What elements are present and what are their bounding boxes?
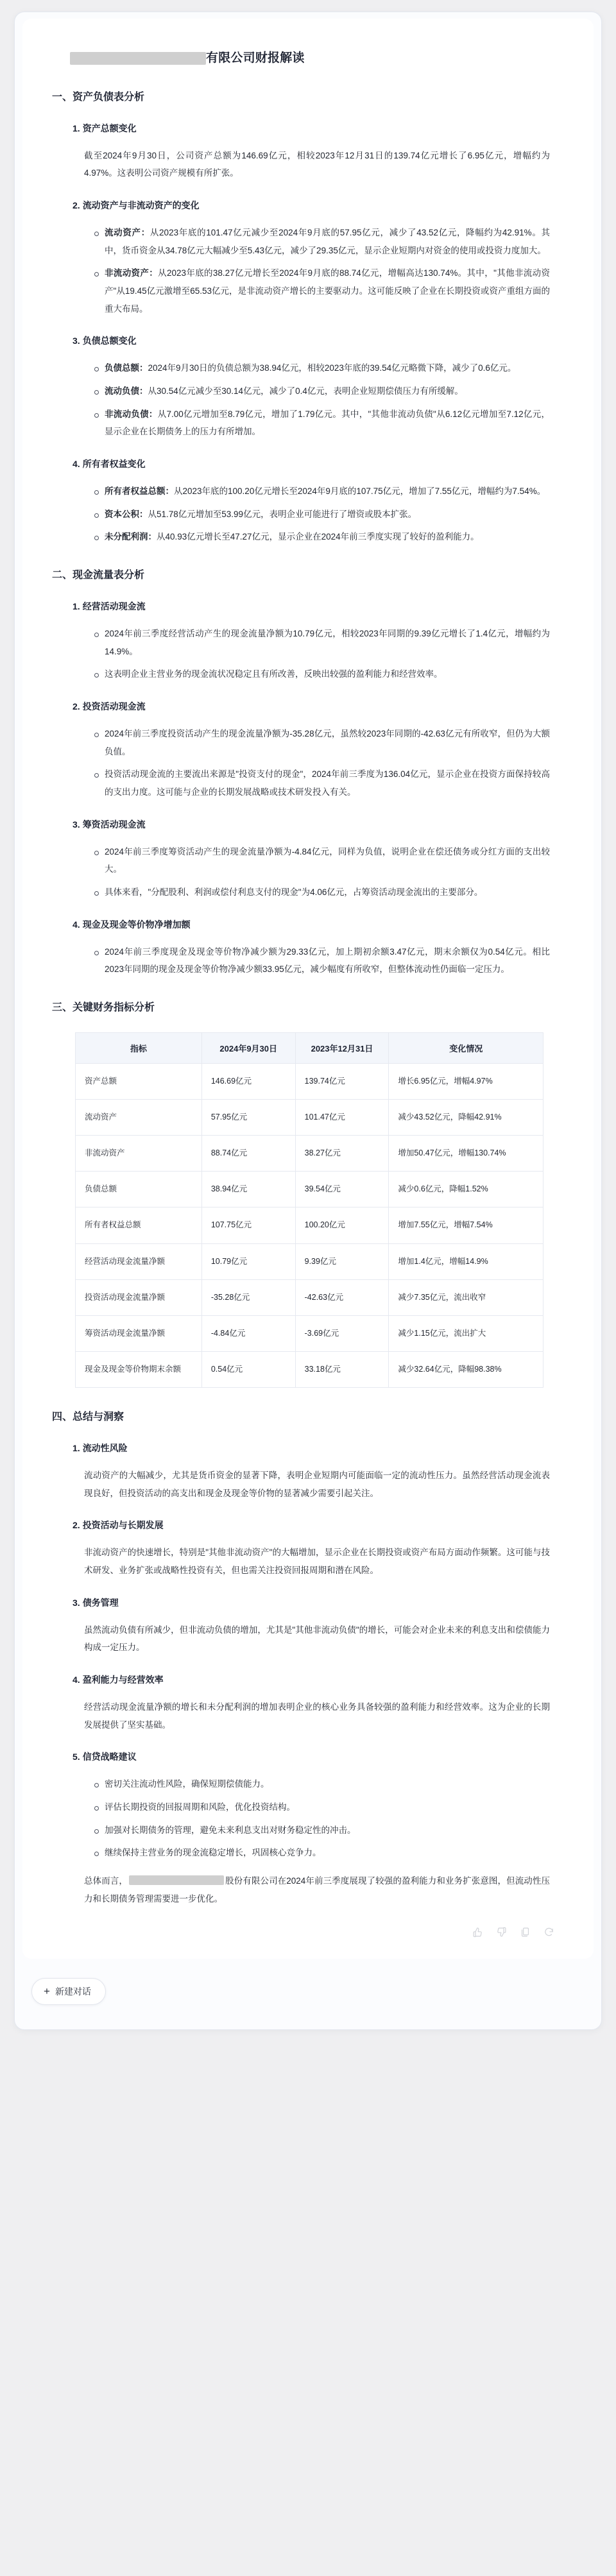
subsection-heading [73, 334, 572, 348]
list-item [94, 359, 550, 377]
list-item-text: 密切关注流动性风险，确保短期偿债能力。 [105, 1779, 270, 1789]
list-item-label: 未分配利润： [105, 532, 157, 542]
table-cell-v1: -35.28亿元 [201, 1279, 295, 1315]
subsection-heading [73, 122, 572, 135]
list-item [94, 625, 550, 660]
subsection-title: 信贷战略建议 [82, 1752, 137, 1762]
table-row [76, 1172, 543, 1207]
subsection-title: 资产总额变化 [82, 123, 137, 133]
table-cell-v2: 38.27亿元 [295, 1136, 389, 1172]
list-item [94, 883, 550, 901]
list-item [94, 506, 550, 524]
list-item-text: 2024年9月30日的负债总额为38.94亿元，相较2023年底的39.54亿元略微下降，减少了0.6亿元。 [148, 363, 517, 373]
redacted-company-name-inline [129, 1875, 224, 1885]
list-item-label: 流动负债： [105, 386, 148, 396]
list-item [94, 382, 550, 400]
subsection-paragraph: 虽然流动负债有所减少，但非流动负债的增加，尤其是"其他非流动负债"的增长，可能会对企业未来的利息支出和偿债能力构成一定压力。 [84, 1625, 550, 1653]
table-cell-v2: 33.18亿元 [295, 1351, 389, 1387]
table-cell-metric: 流动资产 [76, 1100, 202, 1136]
subsection-heading [73, 1519, 572, 1532]
table-row [76, 1243, 543, 1279]
subsection-number: 2. [73, 1520, 80, 1531]
table-cell-chg: 增长6.95亿元，增幅4.97% [389, 1063, 543, 1099]
table-cell-v2: 9.39亿元 [295, 1243, 389, 1279]
table-body [76, 1063, 543, 1387]
subsection-title: 经营活动现金流 [82, 601, 146, 611]
list-item-label: 负债总额： [105, 363, 148, 373]
table-row [76, 1063, 543, 1099]
list-item [94, 725, 550, 760]
subsection-number: 1. [73, 601, 80, 611]
subsection-heading [73, 199, 572, 212]
list-item-text: 从7.00亿元增加至8.79亿元，增加了1.79亿元。其中，"其他非流动负债"从6.12亿元增加至7.12亿元，显示企业在长期债务上的压力有所增加。 [105, 409, 550, 437]
list-item-label: 流动资产： [105, 227, 150, 237]
table-cell-metric: 资产总额 [76, 1063, 202, 1099]
financial-table-wrap [75, 1032, 572, 1388]
list-item-text: 加强对长期债务的管理，避免未来利息支出对财务稳定性的冲击。 [105, 1825, 356, 1835]
list-item-label: 非流动资产： [105, 268, 158, 278]
table-cell-v2: 100.20亿元 [295, 1207, 389, 1243]
table-col-2024: 2024年9月30日 [201, 1032, 295, 1063]
list-item-text: 具体来看，"分配股利、利润或偿付利息支付的现金"为4.06亿元，占筹资活动现金流出的主要部分。 [105, 887, 483, 897]
subsection-heading [73, 1673, 572, 1687]
section-heading-1: 一、资产负债表分析 [52, 91, 145, 103]
subsection-title: 流动资产与非流动资产的变化 [82, 200, 200, 210]
table-cell-metric: 负债总额 [76, 1172, 202, 1207]
table-row [76, 1207, 543, 1243]
table-cell-chg: 增加7.55亿元，增幅7.54% [389, 1207, 543, 1243]
table-cell-v1: 38.94亿元 [201, 1172, 295, 1207]
table-cell-v1: 0.54亿元 [201, 1351, 295, 1387]
subsection-heading [73, 457, 572, 471]
table-row [76, 1279, 543, 1315]
list-item [94, 765, 550, 801]
subsection-paragraph: 经营活动现金流量净额的增长和未分配利润的增加表明企业的核心业务具备较强的盈利能力和经营效率。这为企业的长期发展提供了坚实基础。 [84, 1702, 550, 1730]
subsection-title: 筹资活动现金流 [82, 819, 146, 830]
subsection-heading [73, 1750, 572, 1764]
table-row [76, 1136, 543, 1172]
table-cell-v2: -3.69亿元 [295, 1315, 389, 1351]
subsection-number: 1. [73, 1443, 80, 1454]
plus-icon: + [44, 1985, 50, 1997]
list-item [94, 1844, 550, 1862]
table-cell-v1: 10.79亿元 [201, 1243, 295, 1279]
list-item [94, 224, 550, 259]
list-item [94, 264, 550, 318]
table-cell-chg: 减少32.64亿元，降幅98.38% [389, 1351, 543, 1387]
table-cell-metric: 经营活动现金流量净额 [76, 1243, 202, 1279]
subsection-bullets-list [44, 359, 572, 441]
subsection-title: 投资活动与长期发展 [82, 1520, 164, 1531]
subsection-heading [73, 600, 572, 613]
subsection-bullets-list [44, 625, 572, 683]
subsection-bullets-list [44, 843, 572, 901]
subsection-heading [73, 1596, 572, 1610]
table-row [76, 1100, 543, 1136]
thumbs-down-icon[interactable] [495, 1926, 508, 1938]
list-item-text: 2024年前三季度经营活动产生的现金流量净额为10.79亿元，相较2023年同期的9.39亿元增长了1.4亿元，增幅约为14.9%。 [105, 628, 550, 656]
list-item-label: 资本公积： [105, 509, 148, 519]
new-chat-bar [15, 1959, 601, 2020]
table-cell-chg: 减少0.6亿元，降幅1.52% [389, 1172, 543, 1207]
subsection-number: 3. [73, 819, 80, 830]
subsection-number: 5. [73, 1752, 80, 1762]
subsection-number: 4. [73, 1675, 80, 1685]
subsection-bullets-list [44, 482, 572, 546]
conclusion-prefix: 总体而言， [84, 1876, 128, 1886]
table-col-change: 变化情况 [389, 1032, 543, 1063]
subsection-title: 所有者权益变化 [82, 458, 146, 469]
list-item-text: 2024年前三季度筹资活动产生的现金流量净额为-4.84亿元，同样为负值，说明企业在偿还债务或分红方面的支出较大。 [105, 846, 550, 874]
subsection-heading [73, 918, 572, 932]
table-cell-metric: 投资活动现金流量净额 [76, 1279, 202, 1315]
subsection-bullets-list [44, 725, 572, 801]
table-cell-metric: 非流动资产 [76, 1136, 202, 1172]
list-item-text: 这表明企业主营业务的现金流状况稳定且有所改善，反映出较强的盈利能力和经营效率。 [105, 669, 443, 679]
new-chat-button[interactable] [31, 1978, 106, 2005]
page-title [70, 49, 572, 68]
list-item [94, 1821, 550, 1839]
answer-body [22, 19, 594, 1959]
list-item-label: 所有者权益总额： [105, 486, 174, 496]
table-row [76, 1315, 543, 1351]
subsection-title: 流动性风险 [82, 1443, 128, 1454]
list-item-label: 非流动负债： [105, 409, 158, 419]
list-item [94, 943, 550, 978]
report-sections [44, 90, 572, 978]
subsection-number: 1. [73, 123, 80, 133]
list-item [94, 528, 550, 546]
subsection-number: 2. [73, 701, 80, 712]
summary-items [44, 1442, 572, 1862]
subsection-number: 3. [73, 1597, 80, 1608]
list-item-text: 从30.54亿元减少至30.14亿元，减少了0.4亿元，表明企业短期偿债压力有所缓解。 [148, 386, 463, 396]
list-item-text: 从40.93亿元增长至47.27亿元，显示企业在2024年前三季度实现了较好的盈利能力。 [157, 532, 479, 542]
new-chat-label: 新建对话 [55, 1986, 91, 1997]
thumbs-up-icon[interactable] [472, 1926, 484, 1938]
section-heading-2: 二、现金流量表分析 [52, 569, 145, 581]
table-cell-v2: 139.74亿元 [295, 1063, 389, 1099]
table-cell-v2: 101.47亿元 [295, 1100, 389, 1136]
list-item-text: 投资活动现金流的主要流出来源是"投资支付的现金"，2024年前三季度为136.04亿元，显示企业在投资方面保持较高的支出力度。这可能与企业的长期发展战略或技术研发投入有关。 [105, 769, 550, 797]
subsection-title: 盈利能力与经营效率 [82, 1675, 164, 1685]
subsection-number: 4. [73, 919, 80, 930]
list-item-text: 从2023年底的100.20亿元增长至2024年9月底的107.75亿元，增加了7.55亿元，增幅约为7.54%。 [174, 486, 546, 496]
list-item [94, 843, 550, 878]
table-cell-v2: -42.63亿元 [295, 1279, 389, 1315]
feedback-toolbar [44, 1920, 572, 1942]
list-item [94, 482, 550, 500]
refresh-icon[interactable] [543, 1926, 555, 1938]
subsection-title: 债务管理 [82, 1597, 119, 1608]
page-title-suffix: 有限公司财报解读 [206, 51, 305, 65]
list-item [94, 1775, 550, 1793]
subsection-heading [73, 700, 572, 713]
subsection-heading [73, 1442, 572, 1455]
subsection-number: 4. [73, 458, 80, 469]
table-row [76, 1351, 543, 1387]
table-cell-metric: 筹资活动现金流量净额 [76, 1315, 202, 1351]
table-header-row [76, 1032, 543, 1063]
table-cell-chg: 减少1.15亿元，流出扩大 [389, 1315, 543, 1351]
subsection-bullets-list [44, 943, 572, 978]
list-item-text: 评估长期投资的回报周期和风险，优化投资结构。 [105, 1802, 295, 1813]
subsection-paragraph: 截至2024年9月30日，公司资产总额为146.69亿元，相较2023年12月31日的139.74亿元增长了6.95亿元，增幅约为4.97%。这表明公司资产规模有所扩张。 [84, 150, 550, 178]
table-cell-v1: -4.84亿元 [201, 1315, 295, 1351]
table-col-metric: 指标 [76, 1032, 202, 1063]
table-cell-chg: 减少43.52亿元，降幅42.91% [389, 1100, 543, 1136]
redacted-company-name [70, 52, 206, 65]
list-item [94, 1798, 550, 1816]
list-item [94, 405, 550, 441]
subsection-bullets-list [44, 1775, 572, 1862]
subsection-number: 3. [73, 336, 80, 346]
section-heading-3: 三、关键财务指标分析 [52, 1002, 155, 1013]
table-cell-v1: 146.69亿元 [201, 1063, 295, 1099]
list-item-text: 继续保持主营业务的现金流稳定增长，巩固核心竞争力。 [105, 1848, 321, 1858]
subsection-title: 负债总额变化 [82, 336, 137, 346]
list-item-text: 2024年前三季度投资活动产生的现金流量净额为-35.28亿元，虽然较2023年同期的-42.63亿元有所收窄，但仍为大额负值。 [105, 728, 550, 756]
financial-metrics-table [75, 1032, 543, 1388]
table-cell-chg: 减少7.35亿元，流出收窄 [389, 1279, 543, 1315]
list-item-text: 从2023年底的101.47亿元减少至2024年9月底的57.95亿元，减少了43.52亿元，降幅约为42.91%。其中，货币资金从34.78亿元大幅减少至5.43亿元，减少了29.35亿元，显示企业短期内对资金的使用或投资力度加大。 [105, 227, 551, 255]
table-cell-metric: 现金及现金等价物期末余额 [76, 1351, 202, 1387]
list-item-text: 从2023年底的38.27亿元增长至2024年9月底的88.74亿元，增幅高达130.74%。其中，"其他非流动资产"从19.45亿元激增至65.53亿元，是非流动资产增长的主要驱动力。这可能反映了企业在长期投资或资产重组方面的重大布局。 [105, 268, 550, 314]
subsection-title: 投资活动现金流 [82, 701, 146, 712]
subsection-number: 2. [73, 200, 80, 210]
table-cell-chg: 增加50.47亿元，增幅130.74% [389, 1136, 543, 1172]
table-col-2023: 2023年12月31日 [295, 1032, 389, 1063]
conclusion-suffix: 股份有限公司在2024年前三季度展现了较强的盈利能力和业务扩张意图，但流动性压力和长期债务管理需要进一步优化。 [84, 1876, 551, 1904]
list-item [94, 665, 550, 683]
conclusion-paragraph [84, 1872, 572, 1907]
subsection-heading [73, 818, 572, 832]
subsection-bullets-list [44, 224, 572, 318]
copy-icon[interactable] [519, 1926, 531, 1938]
table-cell-chg: 增加1.4亿元，增幅14.9% [389, 1243, 543, 1279]
subsection-paragraph: 流动资产的大幅减少，尤其是货币资金的显著下降，表明企业短期内可能面临一定的流动性压力。虽然经营活动现金流表现良好，但投资活动的高支出和现金及现金等价物的显著减少需要引起关注。 [84, 1471, 550, 1498]
table-cell-v1: 88.74亿元 [201, 1136, 295, 1172]
subsection-paragraph: 非流动资产的快速增长，特别是"其他非流动资产"的大幅增加，显示企业在长期投资或资产布局方面动作频繁。这可能与技术研发、业务扩张或战略性投资有关，但也需关注投资回报周期和潜在风险。 [84, 1548, 550, 1576]
list-item-text: 从51.78亿元增加至53.99亿元，表明企业可能进行了增资或股本扩张。 [148, 509, 417, 519]
section-heading-4: 四、总结与洞察 [52, 1412, 124, 1423]
subsection-title: 现金及现金等价物净增加额 [82, 919, 191, 930]
table-cell-v2: 39.54亿元 [295, 1172, 389, 1207]
table-cell-v1: 57.95亿元 [201, 1100, 295, 1136]
list-item-text: 2024年前三季度现金及现金等价物净减少额为29.33亿元，加上期初余额3.47亿元，期末余额仅为0.54亿元。相比2023年同期的现金及现金等价物净减少额33.95亿元，减少幅度有所收窄，但整体流动性仍面临一定压力。 [105, 946, 550, 975]
table-cell-v1: 107.75亿元 [201, 1207, 295, 1243]
table-cell-metric: 所有者权益总额 [76, 1207, 202, 1243]
answer-card [14, 12, 602, 2030]
